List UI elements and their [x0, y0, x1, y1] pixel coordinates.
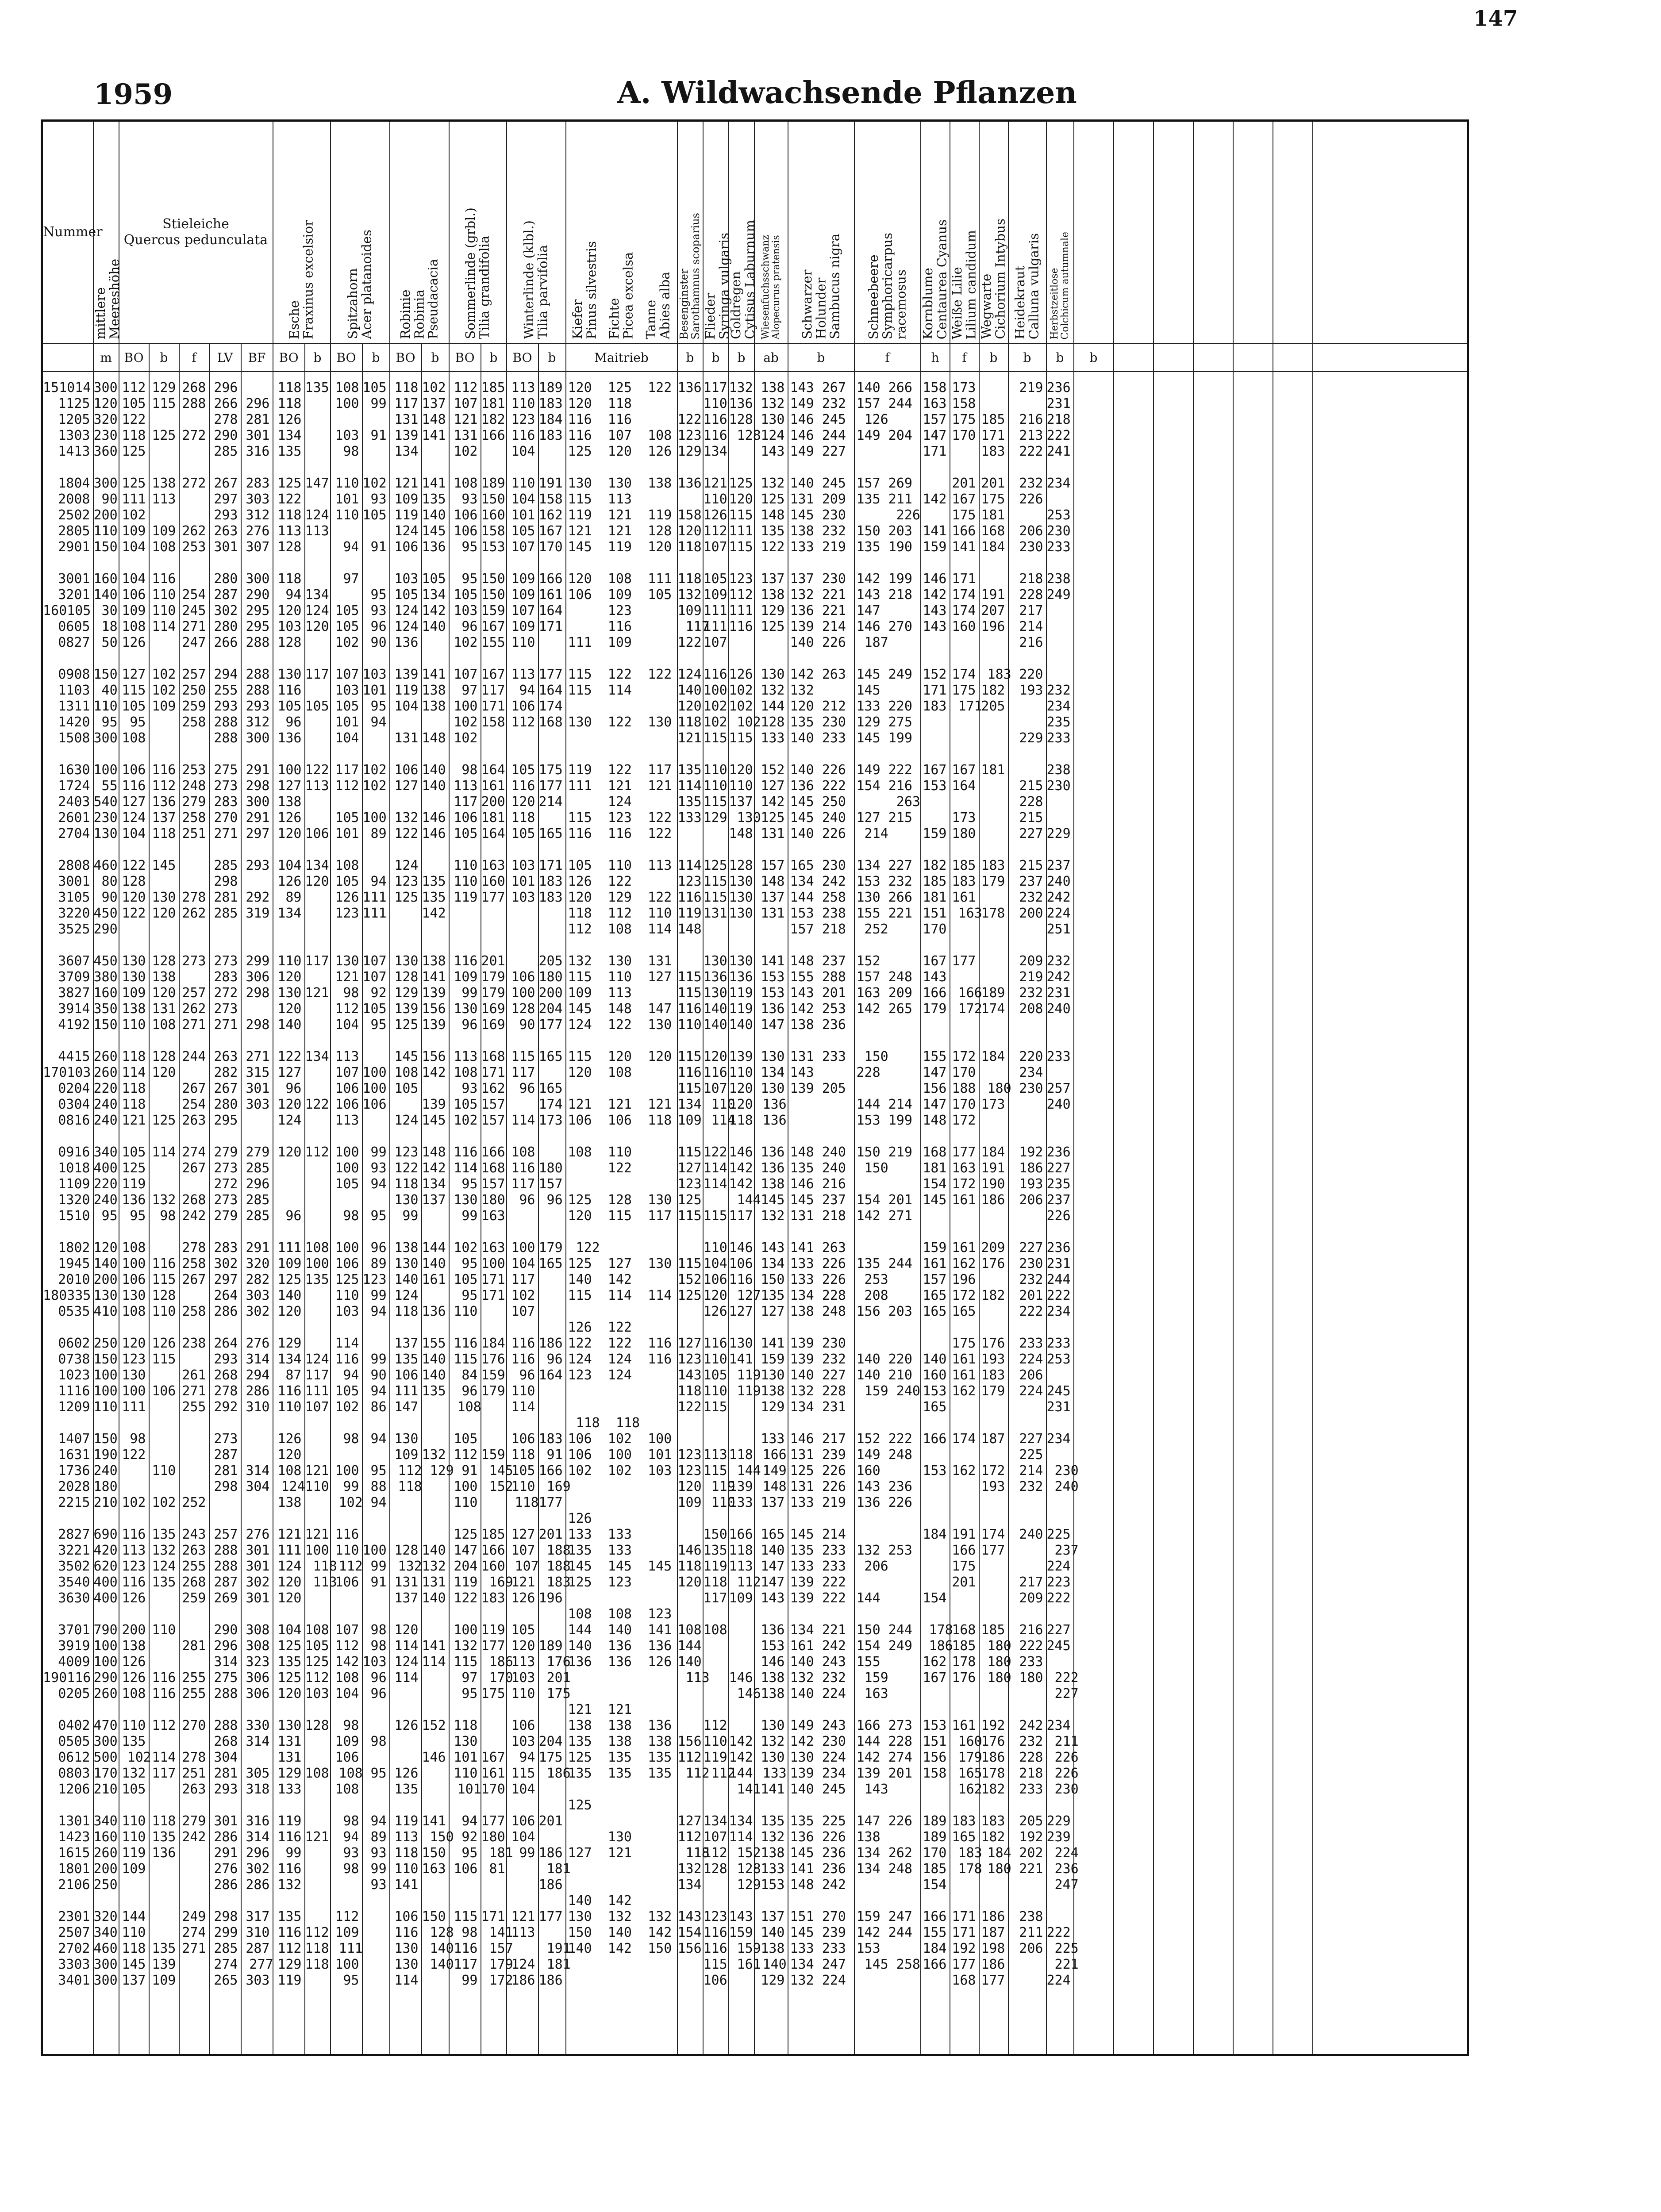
- col-empty: [1193, 372, 1233, 2055]
- subheader-cell: b: [305, 343, 331, 372]
- header-kiefer: Kiefer Pinus silvestris: [569, 241, 599, 339]
- col-stieleiche-bf: 296 281 301 316 283 303 312 276 307 300 290 295 295 288 288 288 293 312 300 291 298 300 291 297 293 292 319 299 306 298 298 271 315 301 303 279 285 296 285 285 291 320 282 303 302 276 314 294 286 310 314 304 276 301 301 302 301 308 308 323 306 306 330 314 305 318 316 314 296 302 286 317 310 287 277 303: [241, 372, 273, 2055]
- page-title: A. Wildwachsende Pflanzen: [617, 75, 1077, 111]
- col-holunder: 143 267 149 232 146 245 146 244 149 227 140 245 131 209 145 230 138 232 133 219 137 230 132 221 136 221 139 214 140 226 142 263 132 120 212 135 230 140 233 140 226 136 222 145 250 145 240 140 226 165 230 134 242 144 258 153 238 157 218 148 237 155 288 143 201 142 253 138 236 131 233 143 139 205 148 240 135 240 146 216 145 237 131 218 141 263 133 226 133 226 134 228 138 248 139 230 139 232 140 227 132 228 134 231 146 217 131 239 125 226 131 226 133 219 145 214 135 233 133 233 139 222 139 222 134 221 161 242 140 243 132 232 140 224 149 243 142 230 130 224 139 234 140 245 135 225 136 226 145 236 141 236 148 242 151 270 145 239 133 233 134 247 132 224: [788, 372, 854, 2055]
- year-label: 1959: [94, 78, 173, 111]
- subheader-cell: b: [1074, 343, 1114, 372]
- header-empty-3: [1153, 121, 1193, 344]
- col-meereshoehe: 300 120 320 230 360 300 90 200 110 150 160 140 30 18 50 150 40 110 95 300 100 55 540 230 130 460 80 90 450 290 450 380 160 350 150 260 260 220 240 240 340 400 220 240 95 120 140 200 130 410 250 150 100 100 110 150 190 240 180 210 690 420 620 400 400 790 100 100 290 260 470 300 500 170 210 340 160 260 200 250 320 340 460 300 300: [93, 372, 119, 2055]
- subheader-cell: BO: [449, 343, 481, 372]
- header-robinie: Robinie Robinia Pseudacacia: [390, 121, 449, 344]
- header-spitzahorn: Spitzahorn Acer platanoides: [331, 121, 390, 344]
- col-wiesenfuchsschwanz: 138 132 130 124 143 132 125 148 135 122 137 138 129 125 130 132 144 128 133 152 127 142 125 131 157 148 137 131 141 153 153 136 147 130 134 130 136 136 136 136 138 145 132 143 134 150 135 127 141 159 130 138 129 133 166 149 148 137 165 140 147 147 143 136 153 146 138 138 130 132 130 133 141 135 132 138 133 153 137 140 138 140 129: [754, 372, 788, 2055]
- col-sommerlinde-bo: 112 107 121 131 102 108 93 106 106 95 95 105 103 96 102 107 97 100 102 102 98 113 117 106 105 110 110 119 116 109 99 130 96 113 108 93 105 102 116 114 95 130 99 102 95 105 95 110 116 115 84 96 108 105 112 91 100 110 125 147 204 119 122 100 132 115 97 95 118 130 101 110 101 94 92 95 106 115 98 116 117 99: [449, 372, 481, 2055]
- header-flieder: Flieder Syringa vulgaris: [703, 121, 729, 344]
- col-kornblume: 158 163 157 147 171 142 141 159 146 142 143 143 152 171 183 167 153 159 182 185 181 151 170 167 143 166 179 155 147 156 147 148 168 181 154 145 159 161 157 165 165 140 160 153 165 166 153 184 154 178 186 162 167 153 151 156 158 189 189 170 185 154 166 155 184 166: [921, 372, 950, 2055]
- subheader-cell: BO: [119, 343, 149, 372]
- col-weisse-lilie: 173 158 175 170 201 167 175 166 141 171 174 174 160 174 175 171 167 164 173 180 185 183 161 163 177 166 172 172 170 188 170 172 177 163 172 161 161 162 196 172 165 175 161 161 162 174 162 191 166 175 201 168 185 178 176 161 160 179 165 162 183 165 183 178 171 171 192 177 168: [950, 372, 979, 2055]
- header-schneebeere: Schneebeere Symphoricarpus racemosus: [854, 121, 921, 344]
- header-herbstzeitlose: Herbstzeitlose Colchicum autumnale: [1046, 121, 1074, 344]
- subheader-cell: b: [362, 343, 390, 372]
- col-robinie-b: 102 137 148 141 141 135 140 145 136 105 134 142 140 141 138 138 148 140 140 146 146 135 135 142 138 141 139 156 139 156 142 139 145 148 142 134 137 144 140 161 136 155 140 140 135 132 129 140 132 131 140 141 114 152 146 141 150 150 163 150 128 140 140: [422, 372, 449, 2055]
- col-flieder: 117 110 116 116 134 121 110 126 112 107 105 109 111 111 107 116 100 102 102 115 110 110 115 129 125 115 115 131 130 136 130 140 140 120 116 107 110 114 122 114 114 115 110 104 106 120 126 116 110 105 110 115 113 115 119 110 150 135 119 118 117 108 112 110 119 112 134 107 112 128 123 116 116 115 106: [703, 372, 729, 2055]
- col-goldregen: 132 136 128 128 125 120 115 111 115 123 112 111 116 126 102 102 102 115 120 110 137 130 148 128 130 130 130 130 136 119 119 140 139 110 120 120 118 146 142 142 144 117 146 106 116 127 127 130 141 119 119 118 144 139 133 166 118 113 112 109 146 146 142 142 144 141 134 114 152 128 129 143 159 159 161: [729, 372, 754, 2055]
- col-empty: [1074, 372, 1114, 2055]
- subheader-cell: Maitrieb: [566, 343, 677, 372]
- col-wegwarte: 185 171 183 201 175 181 168 184 191 207 196 183 182 205 181 183 179 178 189 174 184 180 173 184 191 190 186 209 176 182 176 193 183 179 187 172 193 174 177 185 180 180 180 192 176 186 178 182 183 182 184 180 186 187 198 186 177: [979, 372, 1008, 2055]
- subheader-cell: b: [979, 343, 1008, 372]
- subheader-cell: b: [422, 343, 449, 372]
- subheader-cell: LV: [209, 343, 241, 372]
- header-empty-1: [1074, 121, 1114, 344]
- subheader-blank: [42, 343, 93, 372]
- subheader-cell: BO: [507, 343, 538, 372]
- col-besenginster: 136 122 123 129 136 158 120 118 118 132 109 117 122 124 140 120 118 121 135 114 135 133 114 123 116 119 148 115 115 116 110 115 116 115 134 109 115 127 123 125 115 115 152 125 127 123 143 118 122 123 123 120 109 146 118 120 108 144 140 113 156 112 112 127 112 118 132 134 143 154 156: [677, 372, 703, 2055]
- subheader-cell: [1193, 343, 1233, 372]
- subheader-cell: [1273, 343, 1313, 372]
- subheader-cell: f: [179, 343, 209, 372]
- header-stieleiche: Stieleiche Quercus pedunculata: [119, 121, 273, 344]
- subheader-cell: f: [854, 343, 921, 372]
- page-number: 147: [1473, 6, 1518, 31]
- header-nummer: Nummer: [42, 121, 93, 344]
- col-empty: [1233, 372, 1273, 2055]
- subheader-cell: BO: [273, 343, 305, 372]
- col-empty: [1114, 372, 1153, 2055]
- subheader-cell: b: [1046, 343, 1074, 372]
- col-robinie-bo: 118 117 131 139 134 121 109 119 124 106 103 105 124 124 136 139 119 104 131 106 127 132 122 124 123 125 130 128 129 139 125 145 108 105 124 123 122 118 130 99 138 130 140 124 118 137 135 106 111 147 130 109 112 118 128 132 131 137 120 114 124 114 126 126 135 119 113 118 110 141 106 116 130 130 114: [390, 372, 422, 2055]
- header-empty-6: [1273, 121, 1313, 344]
- col-nummer: 151014 1125 1205 1303 1413 1804 2008 2502 2805 2901 3001 3201 160105 0605 0827 0908 1103 1311 1420 1508 1630 1724 2403 2601 2704 2808 3001 3105 3220 3525 3607 3709 3827 3914 4192 4415 170103 0204 0304 0816 0916 1018 1109 1320 1510 1802 1945 2010 180335 0535 0602 0738 1023 1116 1209 1407 1631 1736 2028 2215 2827 3221 3502 3540 3630 3701 3919 4009 190116 0205 0402 0505 0612 0803 1206 1301 1423 1615 1801 2106 2301 2507 2702 3303 3401: [42, 372, 93, 2055]
- header-holunder: Schwarzer Holunder Sambucus nigra: [788, 121, 854, 344]
- subheader-cell: BO: [331, 343, 362, 372]
- subheader-cell: b: [788, 343, 854, 372]
- col-maitrieb: 120 125 122 120 118 116 116 116 107 108 125 120 126 130 130 138 115 113 119 121 119 121 121 128 145 119 120 120 108 111 106 109 105 123 116 111 109 115 122 122 115 114 130 122 130 119 122 117 111 121 121 124 115 123 122 116 116 122 105 110 113 126 122 120 129 122 118 112 110 112 108 114 132 130 131 115 110 127 109 113 145 148 147 124 122 130 115 120 120 120 108 121 121 121 106 106 118 108 110 122 125 128 130 120 115 117 122 125 127 130 140 142 115 114 114 126 122 122 122 116 124 124 116 123 124 118 118 106 102 100 106 100 101 102 102 103 126 133 133 135 133 145 145 145 125 123 108 108 123 144 140 141 140 136 136 136 136 126 121 121 138 138 136 135 138 138 125 135 135 135 135 135 125 130 127 121 140 142 130 132 132 150 140 142 140 142 150: [566, 372, 677, 2055]
- subheader-cell: h: [921, 343, 950, 372]
- subheader-cell: b: [538, 343, 566, 372]
- header-meereshoehe: mittlere Meereshöhe: [93, 121, 119, 344]
- header-fichte: Fichte Picea excelsa: [607, 252, 636, 339]
- header-heidekraut: Heidekraut Calluna vulgaris: [1008, 121, 1046, 344]
- subheader-cell: [1313, 343, 1468, 372]
- col-spitzahorn-b: 105 99 91 102 93 105 91 95 93 96 90 103 101 95 94 102 102 100 89 94 111 111 107 107 92 105 95 100 100 106 99 93 94 95 96 89 123 99 94 99 90 94 86 94 95 88 94 100 99 91 98 98 103 96 96 98 95 94 89 93 99 93: [362, 372, 390, 2055]
- header-empty-5: [1233, 121, 1273, 344]
- col-stieleiche-bo: 112 105 122 118 125 125 111 102 109 104 104 106 109 108 126 127 115 105 95 108 106 116 127 124 104 122 128 120 122 130 130 109 138 110 118 114 118 118 121 105 125 119 136 95 108 100 106 130 108 120 123 130 100 111 98 122 102 116 113 123 116 126 200 138 126 126 108 110 135 102 132 105 110 110 119 109 144 110 118 145 137: [119, 372, 149, 2055]
- col-empty: [1273, 372, 1313, 2055]
- header-nadelbaeume: [566, 121, 677, 344]
- data-table: [41, 119, 1469, 2053]
- header-tanne: Tanne Abies alba: [643, 272, 673, 339]
- subheader-cell: [1114, 343, 1153, 372]
- col-sommerlinde-b: 185 181 182 166 189 150 160 158 153 150 150 159 167 155 167 117 171 158 164 161 200 181 164 163 160 177 201 179 179 169 169 168 171 162 157 157 166 168 157 180 163 163 100 171 171 184 176 159 179 159 145 152 185 166 160 169 183 119 177 186 170 175 167 161 170 177 180 181 81 171 141 157 179 172: [481, 372, 507, 2055]
- header-empty-4: [1193, 121, 1233, 344]
- header-goldregen: Goldregen Cytisus Laburnum: [729, 121, 754, 344]
- header-wegwarte: Wegwarte Cichorium Intybus: [979, 121, 1008, 344]
- col-stieleiche-f: 268 288 272 272 262 253 254 245 271 247 257 250 259 258 253 248 279 258 251 278 262 273 257 262 271 244 267 254 263 274 267 268 242 278 258 267 258 238 261 271 255 252 243 263 255 268 259 281 255 255 270 278 251 263 279 242 249 274 271: [179, 372, 209, 2055]
- header-kornblume: Kornblume Centaurea Cyanus: [921, 121, 950, 344]
- subheader-cell: [1153, 343, 1193, 372]
- subheader-cell: b: [703, 343, 729, 372]
- header-esche: Esche Fraxinus excelsior: [273, 121, 331, 344]
- subheader-cell: [1233, 343, 1273, 372]
- subheader-cell: f: [950, 343, 979, 372]
- col-herbstzeitlose: 236 231 218 222 241 234 253 230 233 238 249 232 234 235 233 238 230 229 237 240 242 224 251 232 242 231 240 233 257 240 236 227 235 237 226 236 231 244 222 234 233 253 245 231 234 230 240 225 237 224 223 222 227 245 222 227 234 211 226 226 230 229 239 224 236 247 222 225 221 224: [1046, 372, 1074, 2055]
- subheader-cell: b: [481, 343, 507, 372]
- subheader-cell: b: [149, 343, 179, 372]
- col-winterlinde-bo: 113 110 123 116 104 110 104 101 105 107 109 109 107 109 110 113 94 106 112 105 116 120 118 105 103 101 103 106 100 128 90 115 117 96 114 108 116 117 96 100 104 117 102 107 116 116 96 110 114 106 118 105 110 118 127 107 107 121 126 105 120 113 103 110 106 103 94 115 104 106 104 99 121 113 124 186: [507, 372, 538, 2055]
- subheader-cell: m: [93, 343, 119, 372]
- subheader-cell: BO: [390, 343, 422, 372]
- col-schneebeere: 140 266 157 244 126 149 204 157 269 135 211 226 150 203 135 190 142 199 143 218 147 146 270 187 145 249 145 133 220 129 275 145 199 149 222 154 216 263 127 215 214 134 227 153 232 130 266 155 221 252 152 157 248 163 209 142 265 150 228 144 214 153 199 150 219 150 154 201 142 271 135 244 253 208 156 203 140 220 140 210 159 240 152 222 149 248 160 143 236 136 226 132 253 206 144 150 244 154 249 155 159 163 166 273 144 228 142 274 139 201 143 147 226 138 134 262 134 248 159 247 142 244 153 145 258: [854, 372, 921, 2055]
- subheader-cell: ab: [754, 343, 788, 372]
- col-empty: [1153, 372, 1193, 2055]
- subheader-cell: b: [729, 343, 754, 372]
- col-esche-bo: 118 118 126 134 135 125 122 118 113 128 118 94 120 103 128 130 116 105 96 136 100 127 138 126 120 104 126 89 134 110 120 130 120 140 122 127 96 120 124 120 96 111 109 125 140 120 129 134 87 116 110 126 120 108 124 138 121 111 124 120 120 104 125 135 125 120 130 131 131 129 133 119 116 99 116 132 135 116 112 129 119: [273, 372, 305, 2055]
- header-besenginster: Besenginster Sarothamnus scoparius: [677, 121, 703, 344]
- subheader-cell: b: [1008, 343, 1046, 372]
- header-wiesenfuchsschwanz: Wiesenfuchsschwanz Alopecurus pratensis: [754, 121, 788, 344]
- col-winterlinde-b: 189 183 184 183 191 158 162 167 170 166 161 164 171 177 164 174 168 175 177 214 165 171 183 183 205 180 200 204 177 165 165 174 173 180 157 96 179 165 186 96 164 183 91 166 169 177 201 188 188 183 196 189 176 201 175 204 175 186 201 186 181 186 177 191 181 186: [538, 372, 566, 2055]
- header-sommerlinde: Sommerlinde (grbl.) Tilia grandifolia: [449, 121, 507, 344]
- header-weisse-lilie: Weiße Lilie Lilium candidum: [950, 121, 979, 344]
- subheader-cell: b: [677, 343, 703, 372]
- header-winterlinde: Winterlinde (klbl.) Tilia parvifolia: [507, 121, 566, 344]
- header-empty-2: [1114, 121, 1153, 344]
- subheader-cell: BF: [241, 343, 273, 372]
- col-heidekraut: 219 216 213 222 232 226 206 230 218 228 217 214 216 220 193 229 215 228 215 227 215 237 232 200 209 219 232 208 220 234 230 192 186 193 206 227 230 232 201 222 233 224 206 224 227 225 214 232 240 217 209 216 222 233 180 242 232 228 218 233 205 192 202 221 238 211 206: [1008, 372, 1046, 2055]
- col-stieleiche-lv: 296 266 278 290 285 267 297 293 263 301 280 287 302 280 266 294 255 293 288 288 275 273 283 270 271 285 298 281 285 273 283 272 273 271 263 282 267 280 295 279 273 272 273 279 283 302 297 264 286 264 293 268 278 292 273 287 281 298 257 288 288 287 269 290 296 314 275 288 288 268 304 281 293 301 286 291 276 286 298 299 285 274 265: [209, 372, 241, 2055]
- col-esche-b: 135 147 124 113 134 124 120 117 105 122 113 106 134 120 117 121 134 122 112 108 100 135 124 117 111 107 121 110 121 100 118 113 108 105 125 112 103 128 108 121 112 118 118: [305, 372, 331, 2055]
- col-stieleiche-b: 129 115 125 138 113 109 108 116 110 110 114 102 102 109 116 112 136 137 118 145 130 120 128 138 120 131 108 128 120 125 114 132 98 116 115 128 110 126 115 106 110 102 135 132 124 135 110 116 116 112 114 117 118 135 136 135 139 109: [149, 372, 179, 2055]
- col-spitzahorn-bo: 108 100 103 98 110 101 110 94 97 105 105 102 107 103 105 101 104 117 112 105 101 108 105 126 123 130 121 98 112 104 113 107 106 106 113 100 100 105 98 100 106 125 110 103 114 116 94 105 102 98 100 99 102 116 110 112 106 107 112 142 108 104 98 109 106 108 108 98 94 93 98 112 109 111 100 95: [331, 372, 362, 2055]
